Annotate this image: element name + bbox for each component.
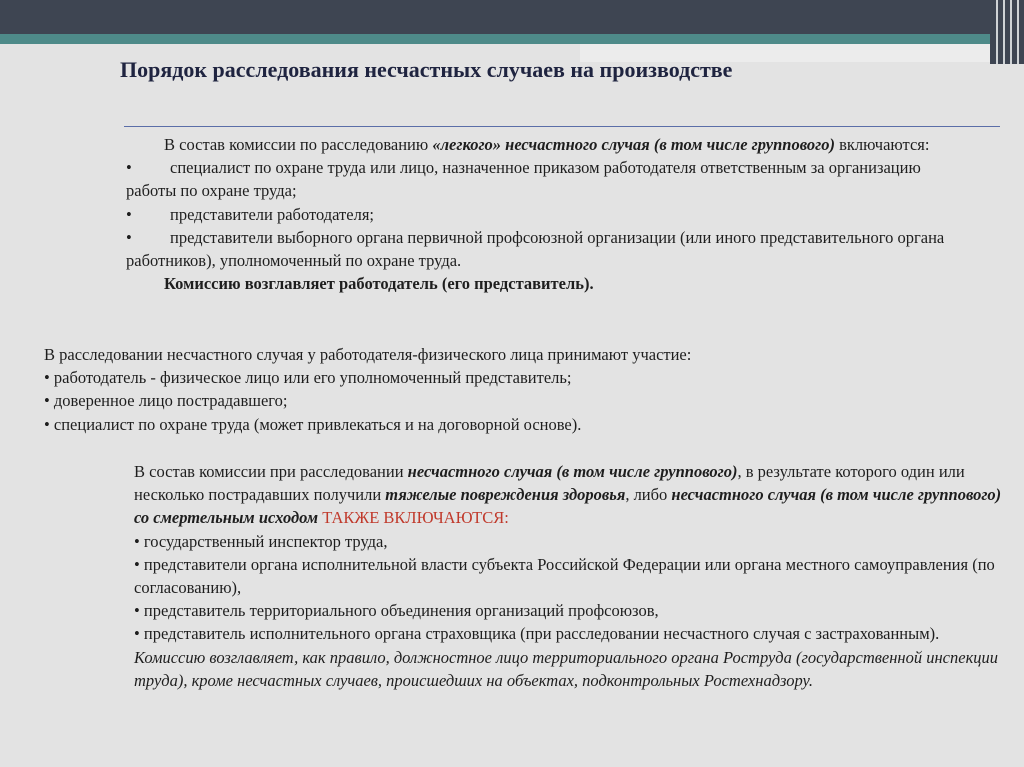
title-underline: [124, 126, 1000, 127]
section2-item-1: • работодатель - физическое лицо или его уполномоченный представитель;: [44, 368, 572, 388]
section2-intro: В расследовании несчастного случая у работодателя-физического лица принимают участие:: [44, 345, 692, 364]
section1-conclusion: Комиссию возглавляет работодатель (его представитель).: [164, 274, 594, 294]
section-light-accident-commission: [126, 133, 972, 295]
section3-item-3: • представитель территориального объединения организаций профсоюзов,: [134, 601, 659, 621]
section3-intro: В состав комиссии при расследовании несчастного случая (в том числе группового), в результате которого один или несколько пострадавших получили тяжелые повреждения здоровья, либо несчастного случая (в том числе группового) со смертельным исходом ТАКЖЕ ВКЛЮЧАЮТСЯ:: [134, 462, 1002, 528]
section1-item-3: • представители выборного органа первичной профсоюзной организации (или иного представительного органа работников), уполномоченный по охране труда.: [126, 227, 945, 271]
section3-item-2: • представители органа исполнительной власти субъекта Российской Федерации или органа местного самоуправления (по согласованию),: [134, 554, 995, 598]
section-severe-fatal-commission: [134, 460, 1009, 692]
slide-title: Порядок расследования несчастных случаев на производстве: [120, 57, 733, 82]
section2-item-3: • специалист по охране труда (может привлекаться и на договорной основе).: [44, 414, 582, 434]
top-teal-stripe: [0, 34, 1024, 44]
also-included-highlight: ТАКЖЕ ВКЛЮЧАЮТСЯ:: [322, 508, 509, 528]
section1-item-1: • специалист по охране труда или лицо, назначенное приказом работодателя ответственным за организацию работы по охране труда;: [126, 158, 921, 201]
section2-item-2: • доверенное лицо пострадавшего;: [44, 391, 288, 411]
section3-conclusion: Комиссию возглавляет, как правило, должностное лицо территориального органа Роструда (государственной инспекции труда), кроме несчастных случаев, происшедших на объектах, подконтрольных Ростехнадзору.: [134, 647, 999, 690]
section3-item-1: • государственный инспектор труда,: [134, 531, 388, 551]
section3-item-4: • представитель исполнительного органа страховщика (при расследовании несчастного случая с застрахованным).: [134, 624, 940, 644]
top-dark-bar: [0, 0, 1024, 34]
section1-item-2: • представители работодателя;: [126, 204, 374, 224]
corner-decoration: [990, 0, 1024, 64]
section1-intro: В состав комиссии по расследованию «легкого» несчастного случая (в том числе группового) включаются:: [164, 135, 930, 154]
section-individual-employer: [44, 343, 844, 436]
